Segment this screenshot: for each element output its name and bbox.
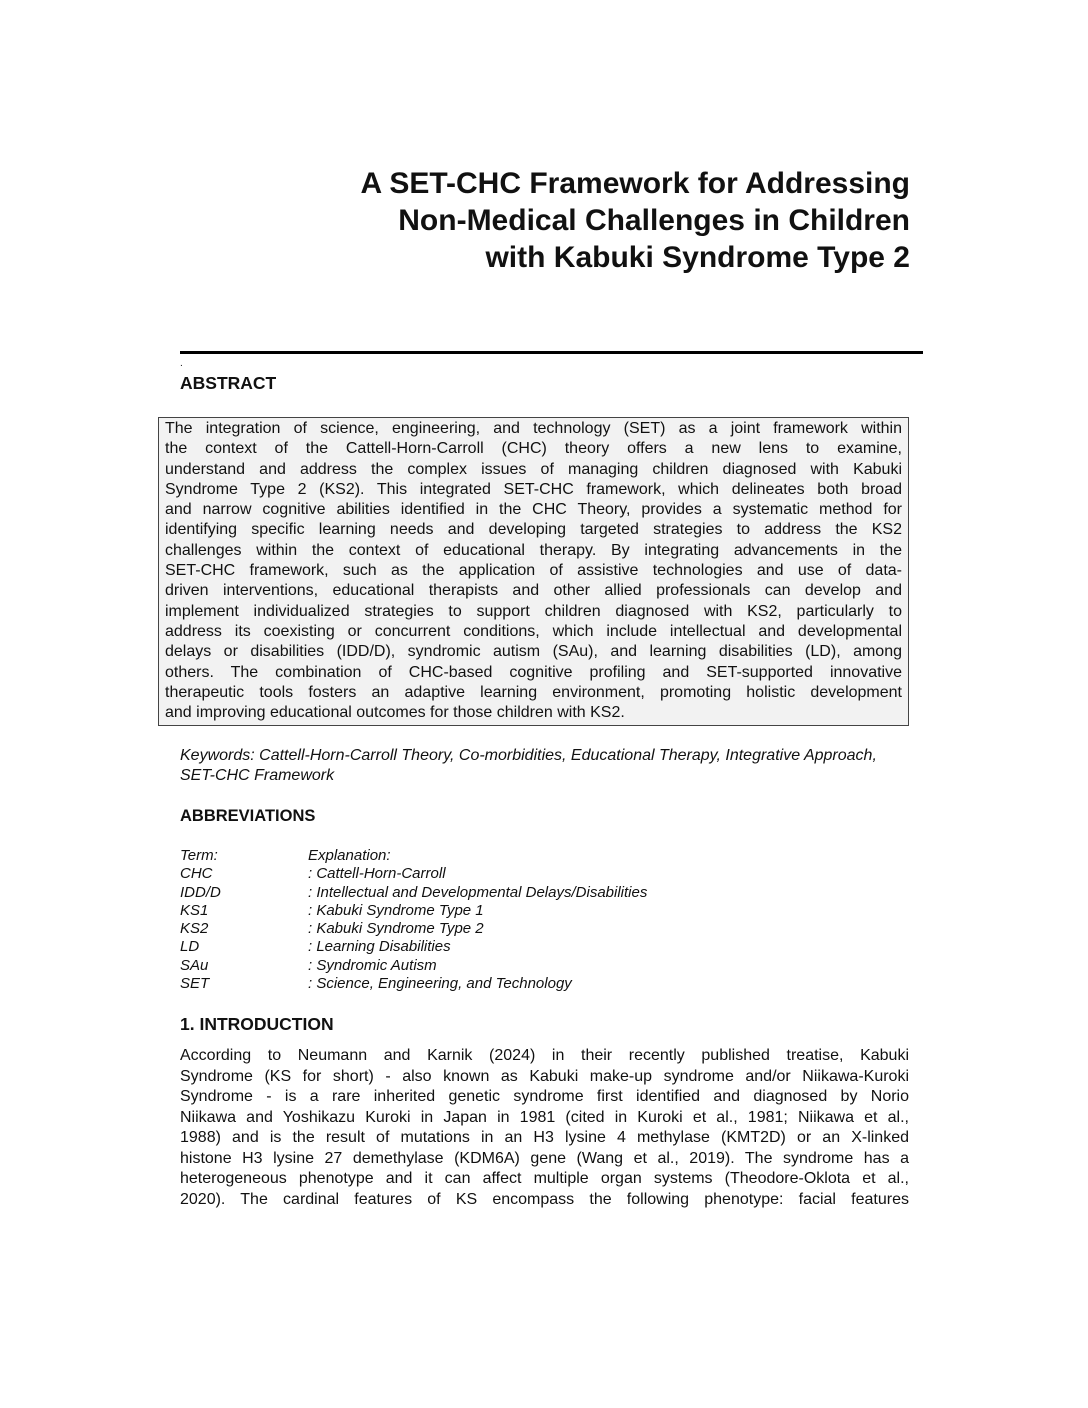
- abbreviation-term: KS1: [180, 901, 209, 919]
- text-line: Syndrome (KS for short) - also known as Kabuki make-up syndrome and/or Niikawa-Kuroki: [180, 1067, 909, 1085]
- title-line: Non-Medical Challenges in Children: [398, 204, 910, 237]
- abbreviation-term: IDD/D: [180, 883, 221, 901]
- text-line: histone H3 lysine 27 demethylase (KDM6A) gene (Wang et al., 2019). The syndrome has a: [180, 1149, 909, 1167]
- abbreviation-row: [180, 957, 647, 975]
- text-line: therapeutic tools fosters an adaptive learning environment, promoting holistic development: [165, 683, 902, 701]
- abbreviation-explanation: : Syndromic Autism: [308, 956, 437, 974]
- abstract-box: [158, 417, 909, 726]
- text-line: and improving educational outcomes for those children with KS2.: [165, 704, 625, 722]
- text-line: the context of the Cattell-Horn-Carroll (CHC) theory offers a new lens to examine,: [165, 440, 902, 458]
- abbreviation-term: LD: [180, 938, 200, 956]
- introduction-body: [180, 1046, 909, 1210]
- text-line: The integration of science, engineering, and technology (SET) as a joint framework within: [165, 420, 902, 437]
- abbreviations-list: [180, 847, 647, 993]
- abbreviation-explanation: : Cattell-Horn-Carroll: [308, 865, 446, 883]
- abbreviation-row: [180, 865, 647, 883]
- stray-dot: .: [180, 358, 183, 369]
- introduction-heading: 1. INTRODUCTION: [180, 1014, 334, 1034]
- abbreviation-row: [180, 847, 647, 865]
- abbreviation-explanation: : Science, Engineering, and Technology: [308, 975, 572, 993]
- text-line: Syndrome Type 2 (KS2). This integrated SET-CHC framework, which delineates both broad: [165, 480, 902, 498]
- abbreviation-term: KS2: [180, 920, 209, 938]
- text-line: identifying specific learning needs and developing targeted strategies to address the KS2: [165, 521, 902, 539]
- abbreviation-explanation: : Kabuki Syndrome Type 1: [308, 901, 484, 919]
- abbreviation-row: [180, 938, 647, 956]
- text-line: delays or disabilities (IDD/D), syndromic autism (SAu), and learning disabilities (LD), among: [165, 643, 902, 661]
- abbreviations-heading: ABBREVIATIONS: [180, 807, 316, 825]
- title-rule: [180, 351, 923, 354]
- text-line: According to Neumann and Karnik (2024) in their recently published treatise, Kabuki: [180, 1047, 909, 1064]
- text-line: Niikawa and Yoshikazu Kuroki in Japan in 1981 (cited in Kuroki et al., 1981; Niikawa et al.,: [180, 1108, 909, 1126]
- text-line: understand and address the complex issues of managing children diagnosed with Kabuki: [165, 460, 902, 478]
- abbreviation-explanation: : Kabuki Syndrome Type 2: [308, 920, 484, 938]
- abbreviation-term: SAu: [180, 956, 209, 974]
- text-line: driven interventions, educational therapists and other allied professionals can develop and: [165, 582, 902, 600]
- abbreviation-row: [180, 920, 647, 938]
- abbreviation-row: [180, 884, 647, 902]
- abbreviation-row: [180, 902, 647, 920]
- abbreviation-explanation: : Learning Disabilities: [308, 938, 451, 956]
- abbreviation-explanation: : Intellectual and Developmental Delays/Disabilities: [308, 883, 648, 901]
- abstract-heading: ABSTRACT: [180, 373, 277, 393]
- text-line: and narrow cognitive abilities identified in the CHC Theory, provides a systematic method for: [165, 501, 902, 519]
- title-line: A SET-CHC Framework for Addressing: [360, 167, 910, 200]
- text-line: SET-CHC framework, such as the application of assistive technologies and use of data-: [165, 562, 902, 580]
- keywords: Keywords: Cattell-Horn-Carroll Theory, Co-morbidities, Educational Therapy, Integrative Approach, SET-CHC Framework: [180, 747, 877, 784]
- text-line: 1988) and is the result of mutations in an H3 lysine 4 methylase (KMT2D) or an X-linked: [180, 1129, 909, 1146]
- abbreviation-explanation: Explanation:: [308, 847, 391, 864]
- text-line: challenges within the context of educational therapy. By integrating advancements in the: [165, 541, 902, 559]
- text-line: Syndrome - is a rare inherited genetic syndrome first identified and diagnosed by Norio: [180, 1088, 909, 1105]
- abbreviation-row: [180, 975, 647, 993]
- text-line: others. The combination of CHC-based cognitive profiling and SET-supported innovative: [165, 663, 902, 681]
- paper-title: [360, 165, 910, 276]
- text-line: heterogeneous phenotype and it can affect multiple organ systems (Theodore-Oklota et al.,: [180, 1170, 909, 1187]
- text-line: implement individualized strategies to support children diagnosed with KS2, particularly to: [165, 602, 902, 620]
- text-line: 2020). The cardinal features of KS encompass the following phenotype: facial features: [180, 1190, 909, 1208]
- title-line: with Kabuki Syndrome Type 2: [485, 241, 910, 274]
- abbreviation-term: SET: [180, 975, 210, 993]
- abbreviation-term: Term:: [180, 847, 218, 864]
- abbreviation-term: CHC: [180, 865, 213, 883]
- text-line: address its coexisting or concurrent conditions, which include intellectual and developmental: [165, 622, 902, 640]
